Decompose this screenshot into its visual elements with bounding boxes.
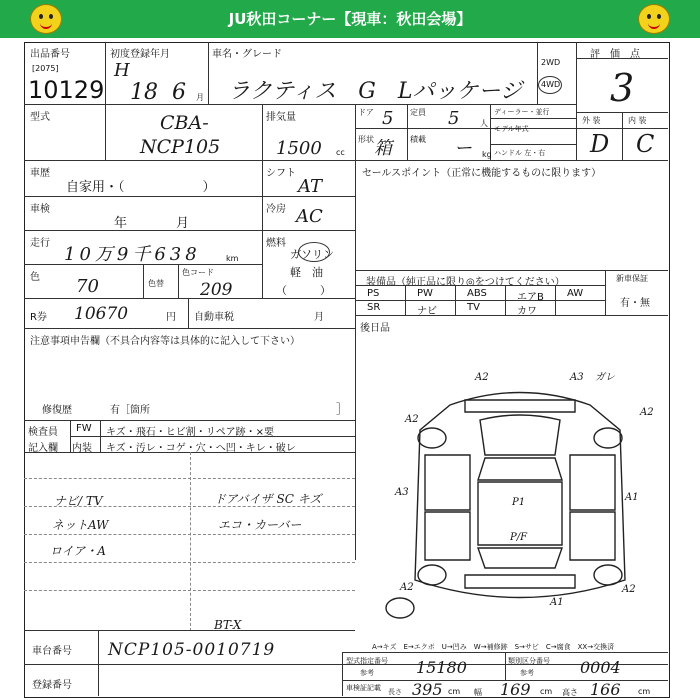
kg-unit: kg — [482, 150, 492, 159]
interior-grade: C — [636, 130, 655, 158]
repair-value: 有［箇所 — [110, 405, 150, 416]
mark-a2-front: A2 — [475, 372, 489, 383]
width-value: 169 — [500, 680, 531, 699]
drive-circle — [538, 76, 562, 94]
memo-2: ネットAW — [52, 518, 109, 532]
int-items: キズ・汚レ・コゲ・穴・へ凹・キレ・破レ — [106, 443, 296, 454]
mileage-value: 10万9千638 — [64, 244, 201, 265]
mascot-left-icon — [30, 4, 62, 34]
yen-unit: 円 — [166, 312, 176, 323]
model-year-label: モデル年式 — [494, 125, 529, 133]
chassis-value: NCP105-0010719 — [108, 640, 276, 660]
mascot-right-icon — [638, 4, 670, 34]
month-unit: 月 — [196, 93, 204, 102]
memo-5: エコ・カーバー — [218, 518, 302, 532]
fuel-gas: ガソリン — [290, 248, 334, 261]
model-label: 型式 — [30, 112, 50, 123]
length-value: 395 — [412, 680, 443, 699]
color-code-label: 色コード — [182, 268, 214, 277]
month-value: 6 — [172, 80, 186, 105]
equip-item: ABS — [467, 288, 487, 299]
year-value: 18 — [130, 80, 158, 105]
type-num-ref: 参考 — [360, 669, 374, 677]
equip-item: ナビ — [417, 306, 437, 317]
cc-unit: cc — [336, 148, 345, 157]
length-label: 長さ — [388, 688, 402, 696]
displacement-value: 1500 — [276, 138, 322, 159]
back-label: 後日品 — [360, 323, 390, 334]
type-num-label: 型式指定番号 — [346, 657, 388, 665]
height-label: 高さ — [562, 688, 578, 697]
color-value: 70 — [76, 276, 99, 297]
handle-label: ハンドル 左・右 — [494, 149, 546, 157]
capacity-label: 定員 — [410, 108, 426, 117]
equip-item: AW — [567, 288, 584, 299]
mark-a1-rear: A1 — [550, 597, 564, 608]
mark-p1: P1 — [512, 497, 526, 508]
shape-value: 箱 — [374, 138, 392, 159]
inspector-label: 検査員 — [28, 427, 58, 438]
color-code-value: 209 — [200, 280, 233, 300]
lot-no: 10129 — [28, 76, 105, 104]
history-value: 自家用・（ ） — [66, 180, 216, 195]
model-value: NCP105 — [140, 136, 221, 158]
exterior-grade: D — [590, 130, 610, 158]
mark-a1-right: A1 — [625, 492, 639, 503]
mark-a2-rr: A2 — [622, 584, 636, 595]
reg-label: 登録番号 — [32, 680, 72, 691]
length-unit: cm — [448, 687, 461, 696]
interior-label: 内 装 — [628, 116, 647, 125]
equip-item: PS — [367, 288, 380, 299]
entry-label: 記入欄 — [28, 443, 58, 454]
equip-item: カワ — [517, 306, 537, 317]
capacity-value: 5 — [448, 108, 460, 129]
displacement-label: 排気量 — [266, 112, 296, 123]
equip-item: TV — [467, 302, 480, 313]
mark-a2-right: A2 — [640, 407, 654, 418]
sales-label: セールスポイント（正常に機能するものに限ります） — [362, 168, 602, 179]
chassis-label: 車台番号 — [32, 646, 72, 657]
color-label: 色 — [30, 272, 40, 283]
memo-6: BT-X — [214, 618, 242, 632]
cat-num-value: 0004 — [580, 658, 621, 677]
fuel-label: 燃料 — [266, 238, 286, 249]
recycle-value: 10670 — [74, 304, 129, 324]
fw-items: キズ・飛石・ヒビ割・リペア跡・×要 — [106, 427, 274, 438]
shape-label: 形状 — [358, 135, 374, 144]
equip-item: SR — [367, 302, 381, 313]
first-reg-label: 初度登録年月 — [110, 49, 170, 60]
repair-bracket: ］ — [336, 402, 349, 416]
int-label: 内装 — [72, 443, 92, 454]
load-value: ー — [454, 138, 472, 159]
recycle-label: R券 — [30, 312, 47, 323]
mark-gare: ガレ — [595, 372, 615, 383]
height-value: 166 — [590, 680, 621, 699]
height-unit: cm — [638, 687, 651, 696]
shift-value: AT — [298, 176, 323, 197]
history-label: 車歴 — [30, 168, 50, 179]
shift-label: シフト — [266, 168, 296, 179]
model-prefix: CBA- — [160, 112, 209, 134]
width-label: 幅 — [474, 688, 482, 697]
new-label: 新車保証 — [616, 274, 648, 283]
inspection-label: 車検 — [30, 204, 50, 215]
lot-code: [2075] — [32, 64, 59, 73]
exterior-label: 外 装 — [582, 116, 601, 125]
mark-a2-left: A2 — [405, 414, 419, 425]
color-no-label: 色替 — [148, 279, 164, 288]
equip-item: エアB — [517, 292, 544, 303]
width-unit: cm — [540, 687, 553, 696]
tax-month: 月 — [314, 312, 324, 323]
grade-value: 3 — [610, 66, 635, 110]
fuel-light: 軽 油 — [290, 266, 323, 279]
load-label: 積載 — [410, 135, 426, 144]
drive-4wd: 4WD — [541, 80, 561, 89]
dealer-label: ディーラー・並行 — [494, 108, 550, 116]
km-unit: km — [226, 254, 239, 263]
equip-item: PW — [417, 288, 433, 299]
new-value: 有・無 — [620, 298, 650, 309]
ac-value: AC — [296, 206, 323, 227]
cat-num-label: 類別区分番号 — [508, 657, 550, 665]
era-value: H — [114, 60, 130, 81]
lot-no-label: 出品番号 — [30, 49, 70, 60]
car-name-value: ラクティス G Lパッケージ — [228, 79, 522, 104]
mark-a2-rear: A2 — [400, 582, 414, 593]
mileage-label: 走行 — [30, 238, 50, 249]
header-title: JU秋田コーナー【現車：秋田会場】 — [228, 10, 472, 28]
mark-a3-front: A3 — [570, 372, 584, 383]
doors-label: ドア — [358, 108, 374, 117]
mark-a3-left: A3 — [395, 487, 409, 498]
mark-pf: P/F — [510, 532, 528, 543]
memo-3: ロイア・A — [50, 544, 106, 558]
car-diagram — [370, 360, 670, 630]
type-num-value: 15180 — [416, 658, 467, 677]
doors-value: 5 — [382, 108, 394, 129]
notes-label: 注意事項申告欄（不具合内容等は具体的に記入して下さい） — [30, 336, 300, 347]
fuel-paren: （ ） — [276, 284, 331, 297]
inspection-month: 月 — [176, 216, 190, 231]
memo-4: ドアバイザ SC キズ — [214, 492, 322, 506]
size-label: 車検証記載 — [346, 684, 381, 692]
legend: A→キズ E→エクボ U→凹み W→補修跡 S→サビ C→腐食 XX→交換済 — [372, 643, 615, 651]
inspection-year: 年 — [114, 216, 128, 231]
equip-label: 装備品（純正品に限り◎をつけてください） — [366, 277, 565, 288]
fuel-circle — [298, 242, 330, 262]
ac-label: 冷房 — [266, 204, 286, 215]
fw-label: FW — [76, 423, 92, 434]
cat-num-ref: 参考 — [520, 669, 534, 677]
repair-label: 修復歴 — [42, 405, 72, 416]
grade-label: 評 価 点 — [590, 49, 640, 60]
person-unit: 人 — [480, 119, 488, 128]
drive-2wd: 2WD — [541, 58, 561, 67]
tax-label: 自動車税 — [194, 312, 234, 323]
memo-1: ナビ/ TV — [54, 494, 103, 508]
car-name-label: 車名・グレード — [212, 49, 282, 60]
